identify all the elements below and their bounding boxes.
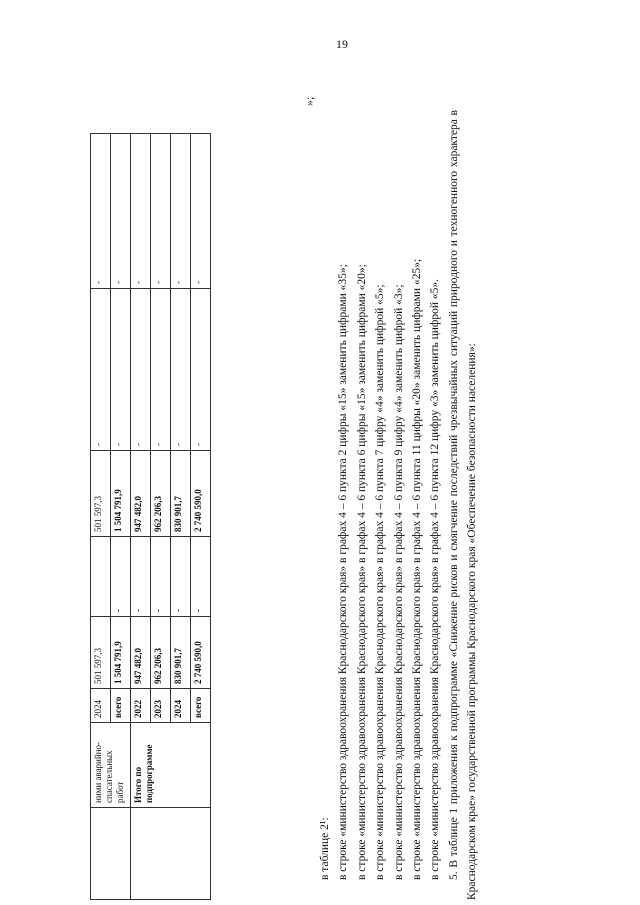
table-cell-c4: - — [191, 537, 211, 617]
table-cell-c6: - — [191, 289, 211, 451]
paragraph: в таблице 2¹: — [319, 817, 331, 880]
table-cell-name: ними аварийно-спасательных работ — [91, 723, 131, 808]
table-cell-c5: 1 504 791,9 — [111, 451, 131, 537]
table-cell-c3: 962 206,3 — [151, 617, 171, 689]
body-text — [316, 110, 482, 900]
table-cell-c7: - — [151, 134, 171, 289]
paragraph: в строке «министерство здравоохранения Краснодарского края» в графах 4 – 6 пункта 11 цифры «20» заменить цифрами «25»; — [411, 258, 424, 880]
table-cell-year: 2024 — [171, 689, 191, 723]
table-cell-year: 2023 — [151, 689, 171, 723]
table-cell-c5: 947 482,0 — [131, 451, 151, 537]
table-cell-empty — [91, 808, 131, 900]
table-cell-empty — [131, 808, 211, 900]
paragraph: в строке «министерство здравоохранения Краснодарского края» в графах 4 – 6 пункта 2 цифры «15» заменить цифрами «35»; — [337, 264, 350, 880]
paragraph: 5. В таблице 1 приложения к подпрограмме «Снижение рисков и смягчение последствий чрезвычайных ситуаций природного и техногенного характера в Краснодарском крае» государственной программы Краснодарского края «Обеспечение безопасности населения»: — [447, 110, 479, 900]
table-cell-c3: 2 740 590,0 — [191, 617, 211, 689]
table-cell-c5: 962 206,3 — [151, 451, 171, 537]
table-cell-c4 — [91, 537, 111, 617]
table-cell-c3: 501 597,3 — [91, 617, 111, 689]
table-cell-c6: - — [91, 289, 111, 451]
paragraph: в строке «министерство здравоохранения Краснодарского края» в графах 4 – 6 пункта 7 цифру «4» заменить цифрой «5»; — [374, 284, 387, 880]
table-cell-c7: - — [111, 134, 131, 289]
table-row — [91, 134, 111, 900]
table-cell-c6: - — [111, 289, 131, 451]
table-cell-c6: - — [131, 289, 151, 451]
table-cell-c4: - — [151, 537, 171, 617]
table-cell-c7: - — [91, 134, 111, 289]
table-cell-year: 2024 — [91, 689, 111, 723]
table-cell-c3: 947 482,0 — [131, 617, 151, 689]
table-cell-name: Итого по подпрограмме — [131, 723, 211, 808]
paragraph: в строке «министерство здравоохранения Краснодарского края» в графах 4 – 6 пункта 6 цифры «15» заменить цифрами «20»; — [355, 264, 368, 880]
page-number: 19 — [336, 37, 348, 51]
table-cell-c3: 1 504 791,9 — [111, 617, 131, 689]
table-cell-c4: - — [171, 537, 191, 617]
table-cell-c3: 830 901,7 — [171, 617, 191, 689]
table-row — [131, 134, 151, 900]
table-cell-year: всего — [111, 689, 131, 723]
paragraph: в строке «министерство здравоохранения Краснодарского края» в графах 4 – 6 пункта 9 цифру «4» заменить цифрой «3»; — [392, 284, 405, 880]
table-cell-c5: 2 740 590,0 — [191, 451, 211, 537]
table-cell-c5: 501 597,3 — [91, 451, 111, 537]
rotated-content — [90, 96, 610, 900]
table-cell-c5: 830 901,7 — [171, 451, 191, 537]
table-cell-c6: - — [151, 289, 171, 451]
table-cell-year: всего — [191, 689, 211, 723]
paragraph: в строке «министерство здравоохранения Краснодарского края» в графах 4 – 6 пункта 12 цифру «3» заменить цифрой «5». — [429, 278, 442, 880]
table-cell-c7: - — [191, 134, 211, 289]
closing-quote: »; — [302, 96, 316, 106]
table-cell-c4: - — [111, 537, 131, 617]
table-cell-c7: - — [131, 134, 151, 289]
table-cell-year: 2022 — [131, 689, 151, 723]
table-body — [91, 134, 211, 900]
table-cell-c7: - — [171, 134, 191, 289]
table-cell-c4: - — [131, 537, 151, 617]
budget-table — [90, 133, 211, 900]
table-cell-c6: - — [171, 289, 191, 451]
